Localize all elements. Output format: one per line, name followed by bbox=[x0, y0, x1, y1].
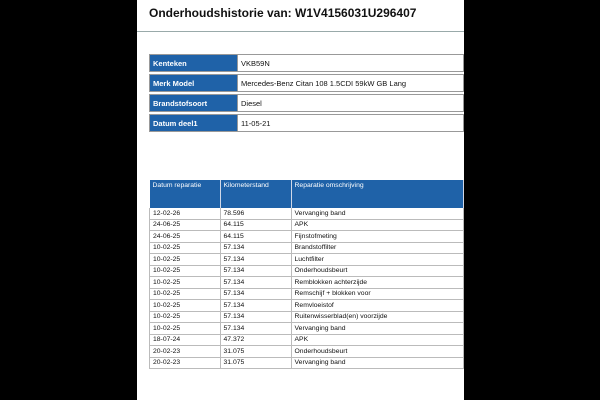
repair-date: 18-07-24 bbox=[150, 334, 221, 346]
repair-description: Remvloeistof bbox=[291, 300, 464, 312]
table-row bbox=[150, 231, 464, 243]
mileage: 57.134 bbox=[220, 242, 291, 254]
history-rows bbox=[150, 208, 464, 369]
column-header-description: Reparatie omschrijving bbox=[291, 180, 464, 208]
mileage: 57.134 bbox=[220, 288, 291, 300]
repair-description: APK bbox=[291, 334, 464, 346]
repair-date: 20-02-23 bbox=[150, 357, 221, 369]
title-divider bbox=[137, 31, 464, 32]
column-header-mileage: Kilometerstand bbox=[220, 180, 291, 208]
mileage: 64.115 bbox=[220, 219, 291, 231]
table-row bbox=[150, 219, 464, 231]
repair-description: Vervanging band bbox=[291, 323, 464, 335]
maintenance-history-table bbox=[149, 180, 464, 369]
table-row bbox=[150, 311, 464, 323]
repair-description: Remschijf + blokken voor bbox=[291, 288, 464, 300]
info-row bbox=[150, 95, 464, 112]
repair-date: 10-02-25 bbox=[150, 242, 221, 254]
mileage: 64.115 bbox=[220, 231, 291, 243]
repair-description: Vervanging band bbox=[291, 357, 464, 369]
mileage: 47.372 bbox=[220, 334, 291, 346]
info-row bbox=[150, 115, 464, 132]
table-row bbox=[150, 277, 464, 289]
mileage: 57.134 bbox=[220, 277, 291, 289]
repair-date: 10-02-25 bbox=[150, 265, 221, 277]
repair-date: 24-06-25 bbox=[150, 219, 221, 231]
repair-description: Onderhoudsbeurt bbox=[291, 346, 464, 358]
repair-description: Onderhoudsbeurt bbox=[291, 265, 464, 277]
mileage: 31.075 bbox=[220, 357, 291, 369]
table-row bbox=[150, 346, 464, 358]
info-value: VKB59N bbox=[238, 55, 464, 72]
table-row bbox=[150, 265, 464, 277]
table-row bbox=[150, 300, 464, 312]
document-page bbox=[137, 0, 464, 400]
info-label: Kenteken bbox=[150, 55, 238, 72]
info-label: Merk Model bbox=[150, 75, 238, 92]
info-row bbox=[150, 75, 464, 92]
mileage: 57.134 bbox=[220, 265, 291, 277]
table-row bbox=[150, 254, 464, 266]
mileage: 31.075 bbox=[220, 346, 291, 358]
vehicle-info-table bbox=[149, 54, 464, 132]
info-row bbox=[150, 55, 464, 72]
info-label: Brandstofsoort bbox=[150, 95, 238, 112]
mileage: 57.134 bbox=[220, 323, 291, 335]
repair-date: 10-02-25 bbox=[150, 311, 221, 323]
table-header-row bbox=[150, 180, 464, 208]
mileage: 57.134 bbox=[220, 254, 291, 266]
repair-date: 24-06-25 bbox=[150, 231, 221, 243]
repair-description: Remblokken achterzijde bbox=[291, 277, 464, 289]
info-value: Diesel bbox=[238, 95, 464, 112]
table-row bbox=[150, 242, 464, 254]
table-row bbox=[150, 334, 464, 346]
repair-date: 12-02-26 bbox=[150, 208, 221, 219]
repair-description: Ruitenwisserblad(en) voorzijde bbox=[291, 311, 464, 323]
repair-description: APK bbox=[291, 219, 464, 231]
table-row bbox=[150, 323, 464, 335]
table-row bbox=[150, 357, 464, 369]
repair-description: Vervanging band bbox=[291, 208, 464, 219]
repair-date: 10-02-25 bbox=[150, 277, 221, 289]
table-row bbox=[150, 288, 464, 300]
repair-date: 10-02-25 bbox=[150, 323, 221, 335]
repair-date: 20-02-23 bbox=[150, 346, 221, 358]
repair-description: Brandstoffilter bbox=[291, 242, 464, 254]
repair-date: 10-02-25 bbox=[150, 254, 221, 266]
mileage: 78.596 bbox=[220, 208, 291, 219]
info-value: 11-05-21 bbox=[238, 115, 464, 132]
info-label: Datum deel1 bbox=[150, 115, 238, 132]
repair-date: 10-02-25 bbox=[150, 288, 221, 300]
mileage: 57.134 bbox=[220, 311, 291, 323]
info-value: Mercedes-Benz Citan 108 1.5CDI 59kW GB Lang bbox=[238, 75, 464, 92]
page-title: Onderhoudshistorie van: W1V4156031U296407 bbox=[149, 6, 417, 20]
repair-description: Luchtfilter bbox=[291, 254, 464, 266]
repair-description: Fijnstofmeting bbox=[291, 231, 464, 243]
column-header-date: Datum reparatie bbox=[150, 180, 221, 208]
mileage: 57.134 bbox=[220, 300, 291, 312]
repair-date: 10-02-25 bbox=[150, 300, 221, 312]
table-row bbox=[150, 208, 464, 219]
